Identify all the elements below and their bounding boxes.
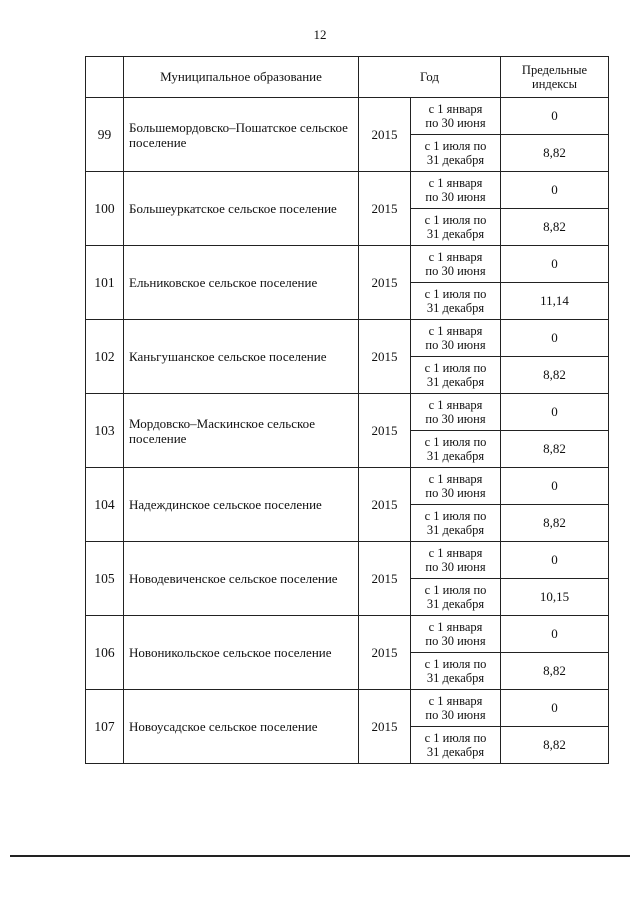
period-first-half (411, 542, 501, 579)
page-number: 12 (313, 27, 327, 42)
index-value-first-half: 0 (501, 394, 609, 431)
period-end: по 30 июня (425, 338, 486, 352)
municipality-name: Надеждинское сельское поселение (124, 468, 359, 542)
period-start: с 1 января (428, 694, 483, 708)
period-start: с 1 января (428, 398, 483, 412)
index-value-second-half: 8,82 (501, 653, 609, 690)
index-value-second-half: 8,82 (501, 431, 609, 468)
index-value-first-half: 0 (501, 690, 609, 727)
period-end: по 30 июня (425, 412, 486, 426)
period-second-half (411, 505, 501, 542)
index-value-first-half: 0 (501, 98, 609, 135)
period-start: с 1 июля по (424, 213, 487, 227)
row-number: 100 (86, 172, 124, 246)
period-end: по 30 июня (425, 634, 486, 648)
period-first-half (411, 172, 501, 209)
period-end: 31 декабря (426, 375, 485, 389)
period-start: с 1 января (428, 250, 483, 264)
index-value-second-half: 8,82 (501, 727, 609, 764)
year-value: 2015 (359, 690, 411, 764)
table-row (86, 468, 609, 505)
period-first-half (411, 690, 501, 727)
period-start: с 1 января (428, 472, 483, 486)
period-end: 31 декабря (426, 671, 485, 685)
row-number: 99 (86, 98, 124, 172)
period-second-half (411, 357, 501, 394)
year-value: 2015 (359, 320, 411, 394)
index-value-second-half: 10,15 (501, 579, 609, 616)
table-row (86, 616, 609, 653)
period-second-half (411, 209, 501, 246)
year-value: 2015 (359, 616, 411, 690)
municipality-name: Новоникольское сельское поселение (124, 616, 359, 690)
municipality-name: Ельниковское сельское поселение (124, 246, 359, 320)
table-row (86, 246, 609, 283)
header-year: Год (359, 57, 501, 98)
table-row (86, 98, 609, 135)
period-first-half (411, 616, 501, 653)
period-start: с 1 января (428, 324, 483, 338)
period-start: с 1 июля по (424, 435, 487, 449)
period-first-half (411, 320, 501, 357)
table-row (86, 320, 609, 357)
period-start: с 1 июля по (424, 509, 487, 523)
index-value-second-half: 11,14 (501, 283, 609, 320)
row-number: 107 (86, 690, 124, 764)
period-second-half (411, 727, 501, 764)
municipality-name: Большеуркатское сельское поселение (124, 172, 359, 246)
header-index: Предельные индексы (501, 57, 609, 98)
period-end: по 30 июня (425, 486, 486, 500)
period-start: с 1 июля по (424, 361, 487, 375)
index-value-second-half: 8,82 (501, 135, 609, 172)
period-second-half (411, 579, 501, 616)
period-end: по 30 июня (425, 264, 486, 278)
period-first-half (411, 468, 501, 505)
period-start: с 1 июля по (424, 657, 487, 671)
index-value-second-half: 8,82 (501, 209, 609, 246)
period-end: 31 декабря (426, 301, 485, 315)
index-value-second-half: 8,82 (501, 357, 609, 394)
table-row (86, 394, 609, 431)
period-start: с 1 января (428, 620, 483, 634)
header-municipality: Муниципальное образование (124, 57, 359, 98)
period-first-half (411, 394, 501, 431)
period-first-half (411, 98, 501, 135)
period-second-half (411, 431, 501, 468)
header-number (86, 57, 124, 98)
index-value-first-half: 0 (501, 468, 609, 505)
municipality-name: Большемордовско–Пошатское сельское поселение (124, 98, 359, 172)
period-start: с 1 июля по (424, 731, 487, 745)
municipality-name: Каньгушанское сельское поселение (124, 320, 359, 394)
period-first-half (411, 246, 501, 283)
year-value: 2015 (359, 542, 411, 616)
period-second-half (411, 135, 501, 172)
period-end: 31 декабря (426, 745, 485, 759)
footer-divider (10, 855, 630, 857)
table-row (86, 690, 609, 727)
index-value-first-half: 0 (501, 246, 609, 283)
period-end: 31 декабря (426, 523, 485, 537)
row-number: 104 (86, 468, 124, 542)
period-second-half (411, 283, 501, 320)
row-number: 103 (86, 394, 124, 468)
period-start: с 1 июля по (424, 287, 487, 301)
index-value-first-half: 0 (501, 320, 609, 357)
period-end: 31 декабря (426, 227, 485, 241)
tariff-index-table (85, 56, 609, 764)
period-start: с 1 января (428, 176, 483, 190)
period-start: с 1 января (428, 102, 483, 116)
row-number: 106 (86, 616, 124, 690)
year-value: 2015 (359, 394, 411, 468)
table-header-row (86, 57, 609, 98)
index-value-first-half: 0 (501, 542, 609, 579)
year-value: 2015 (359, 246, 411, 320)
period-start: с 1 января (428, 546, 483, 560)
municipality-name: Новодевиченское сельское поселение (124, 542, 359, 616)
period-end: 31 декабря (426, 153, 485, 167)
row-number: 105 (86, 542, 124, 616)
index-value-second-half: 8,82 (501, 505, 609, 542)
year-value: 2015 (359, 468, 411, 542)
table-row (86, 172, 609, 209)
period-start: с 1 июля по (424, 583, 487, 597)
period-second-half (411, 653, 501, 690)
table-row (86, 542, 609, 579)
index-value-first-half: 0 (501, 616, 609, 653)
period-start: с 1 июля по (424, 139, 487, 153)
row-number: 102 (86, 320, 124, 394)
period-end: по 30 июня (425, 708, 486, 722)
period-end: 31 декабря (426, 449, 485, 463)
municipality-name: Новоусадское сельское поселение (124, 690, 359, 764)
year-value: 2015 (359, 172, 411, 246)
year-value: 2015 (359, 98, 411, 172)
period-end: по 30 июня (425, 560, 486, 574)
period-end: по 30 июня (425, 190, 486, 204)
row-number: 101 (86, 246, 124, 320)
period-end: по 30 июня (425, 116, 486, 130)
period-end: 31 декабря (426, 597, 485, 611)
index-value-first-half: 0 (501, 172, 609, 209)
municipality-name: Мордовско–Маскинское сельское поселение (124, 394, 359, 468)
table-body (86, 98, 609, 764)
